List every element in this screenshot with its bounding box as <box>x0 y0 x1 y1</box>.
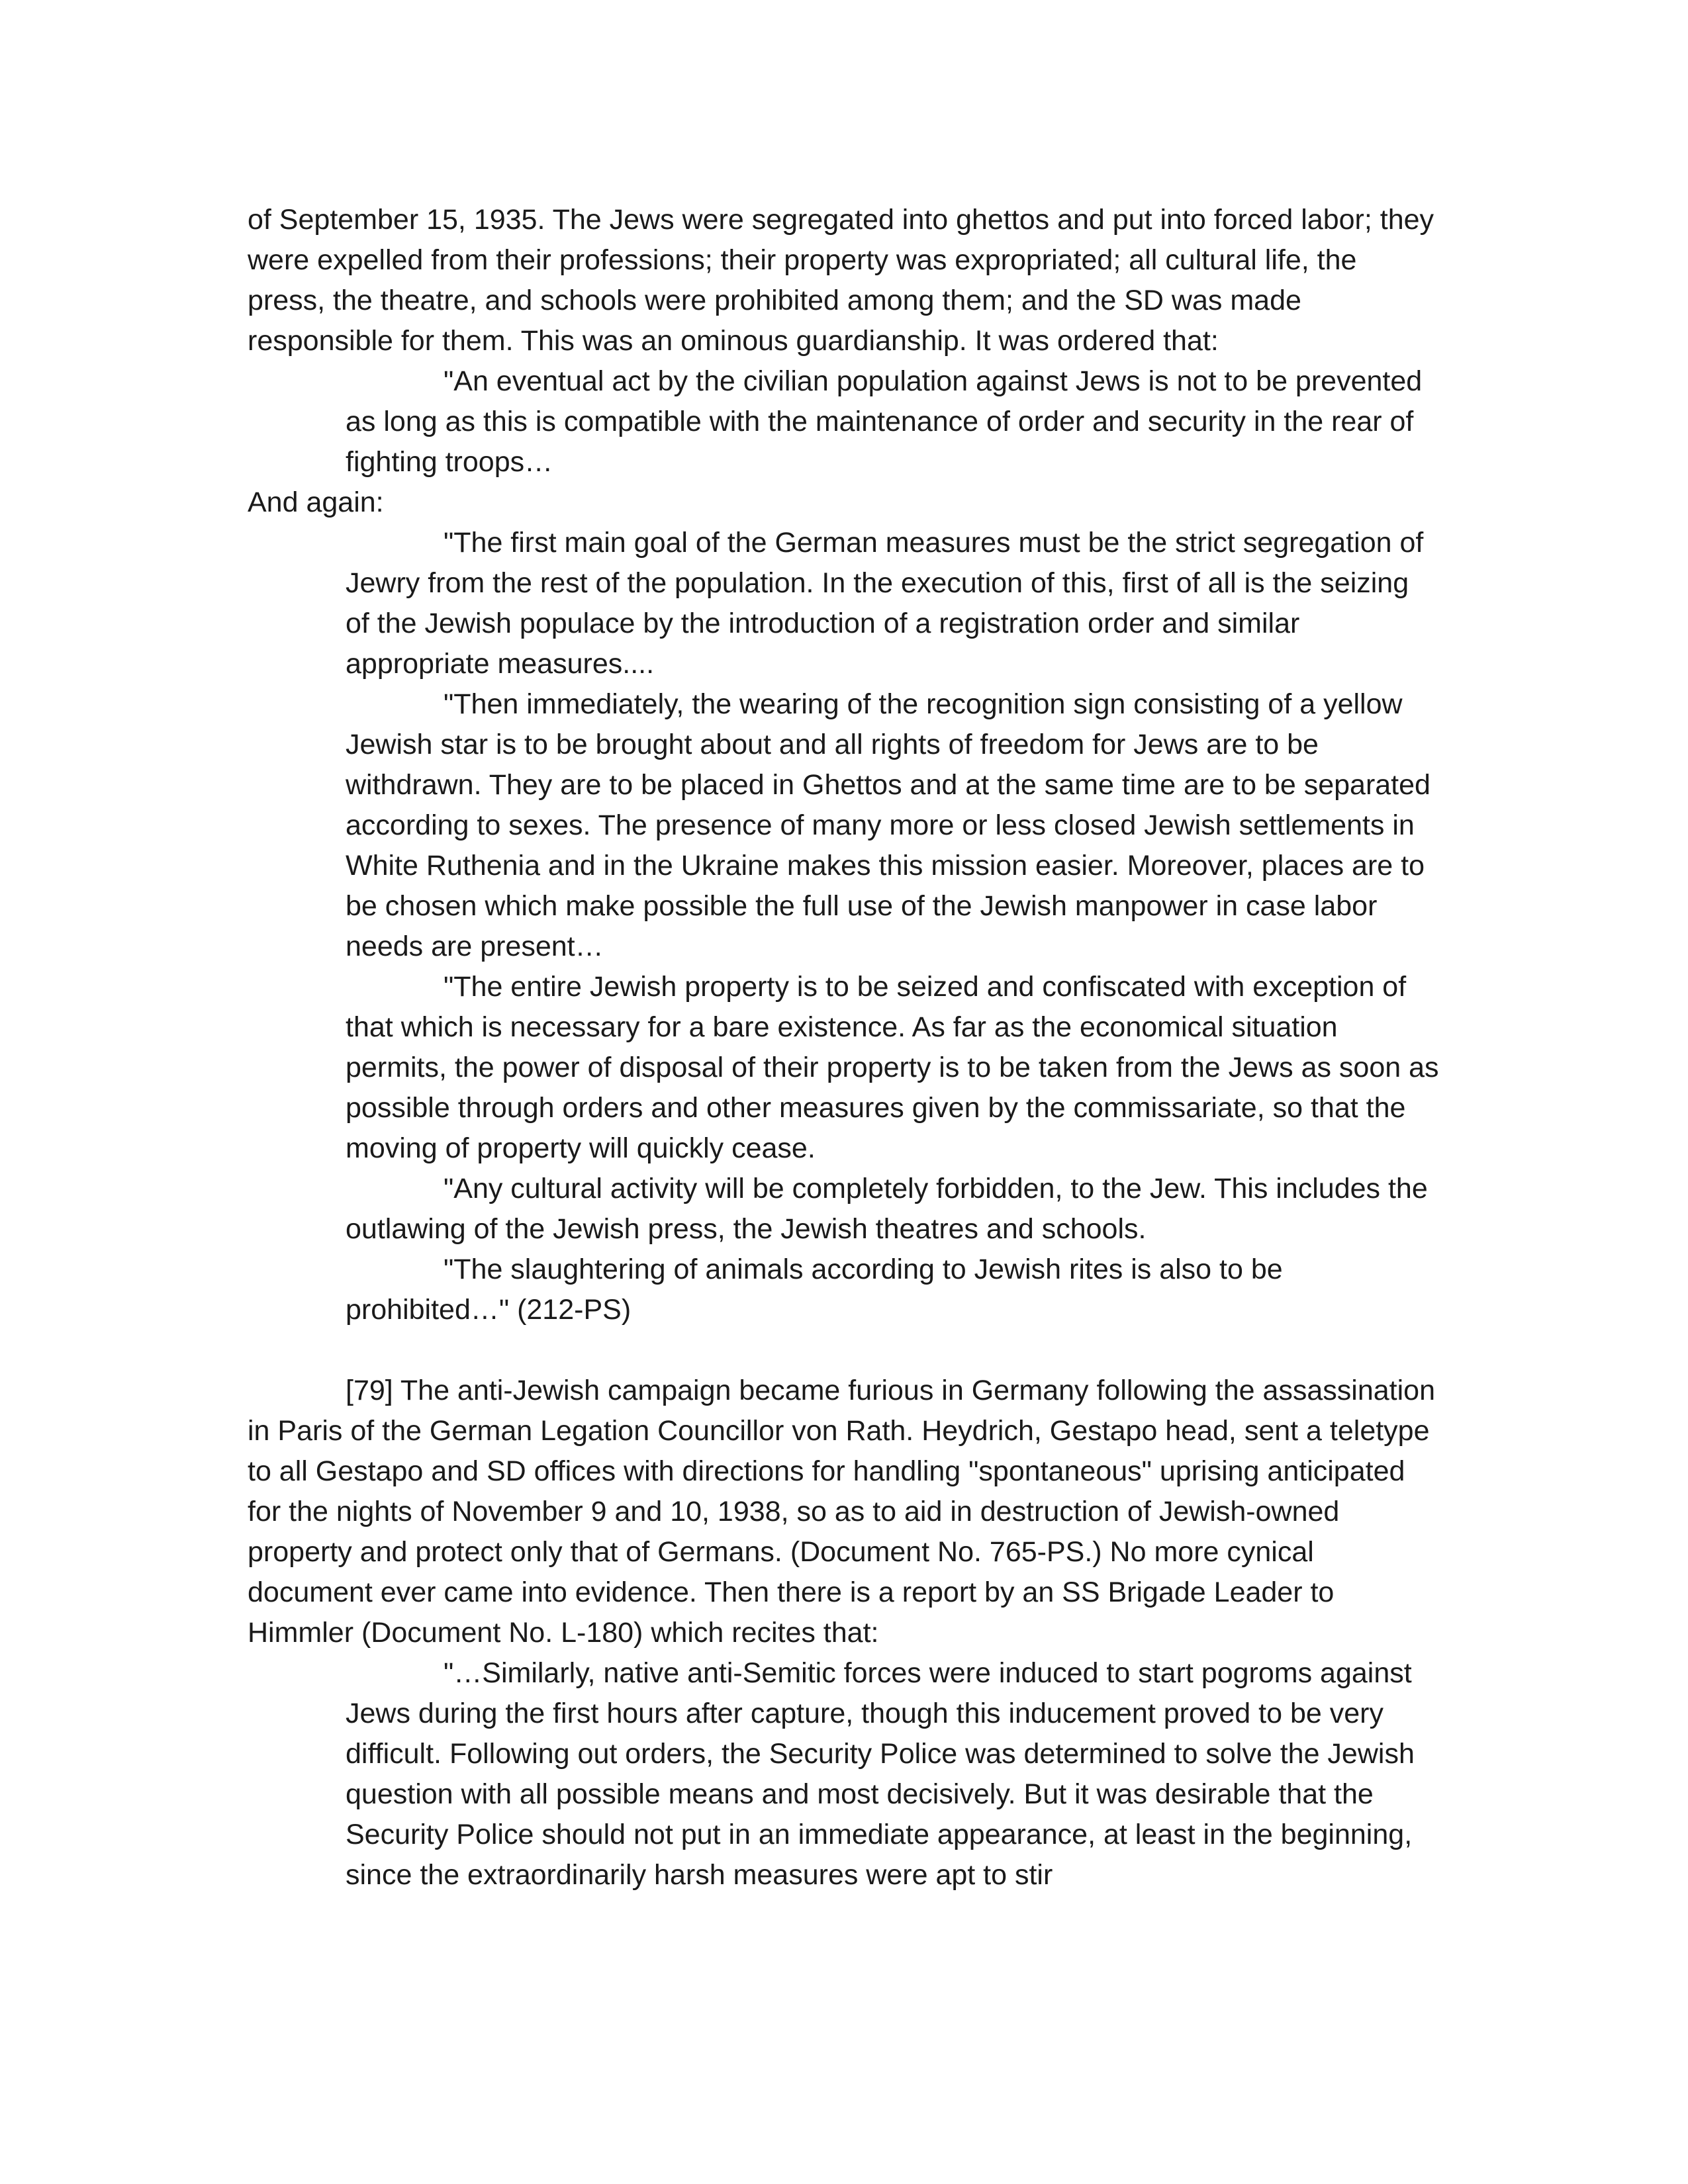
paragraph-and-again: And again: <box>248 486 384 518</box>
document-page <box>248 200 1439 1895</box>
quote-property: "The entire Jewish property is to be seized and confiscated with exception of that which is necessary for a bare existence. As far as the economical situation permits, the power of disposal of their property is to be taken from the Jews as soon as possible through orders and other measures given by the commissariate, so that the moving of property will quickly cease. <box>346 971 1439 1164</box>
quote-civilian-act: "An eventual act by the civilian population against Jews is not to be prevented as long as this is compatible with the maintenance of order and security in the rear of fighting troops… <box>346 365 1423 478</box>
paragraph-ghettos: of September 15, 1935. The Jews were segregated into ghettos and put into forced labor; they were expelled from their professions; their property was expropriated; all cultural life, the press, the theatre, and schools were prohibited among them; and the SD was made responsible for them. This was an ominous guardianship. It was ordered that: <box>248 204 1434 357</box>
paragraph-gap <box>248 1330 1439 1371</box>
quote-segregation: "The first main goal of the German measures must be the strict segregation of Jewry from the rest of the population. In the execution of this, first of all is the seizing of the Jewish populace by the introduction of a registration order and similar appropriate measures.... <box>346 527 1424 680</box>
quote-slaughtering: "The slaughtering of animals according to Jewish rites is also to be prohibited…" (212-PS) <box>346 1253 1283 1326</box>
quote-yellow-star: "Then immediately, the wearing of the recognition sign consisting of a yellow Jewish star is to be brought about and all rights of freedom for Jews are to be withdrawn. They are to be placed in Ghettos and at the same time are to be separated according to sexes. The presence of many more or less closed Jewish settlements in White Ruthenia and in the Ukraine makes this mission easier. Moreover, places are to be chosen which make possible the full use of the Jewish manpower in case labor needs are present… <box>346 688 1430 962</box>
paragraph-anti-jewish-campaign: [79] The anti-Jewish campaign became furious in Germany following the assassination in Paris of the German Legation Councillor von Rath. Heydrich, Gestapo head, sent a teletype to all Gestapo and SD offices with directions for handling "spontaneous" uprising anticipated for the nights of November 9 and 10, 1938, so as to aid in destruction of Jewish-owned property and protect only that of Germans. (Document No. 765-PS.) No more cynical document ever came into evidence. Then there is a report by an SS Brigade Leader to Himmler (Document No. L-180) which recites that: <box>248 1375 1436 1649</box>
quote-pogroms: "…Similarly, native anti-Semitic forces were induced to start pogroms against Jews during the first hours after capture, though this inducement proved to be very difficult. Following out orders, the Security Police was determined to solve the Jewish question with all possible means and most decisively. But it was desirable that the Security Police should not put in an immediate appearance, at least in the beginning, since the extraordinarily harsh measures were apt to stir <box>346 1657 1415 1891</box>
quote-cultural-activity: "Any cultural activity will be completely forbidden, to the Jew. This includes the outlawing of the Jewish press, the Jewish theatres and schools. <box>346 1173 1428 1245</box>
